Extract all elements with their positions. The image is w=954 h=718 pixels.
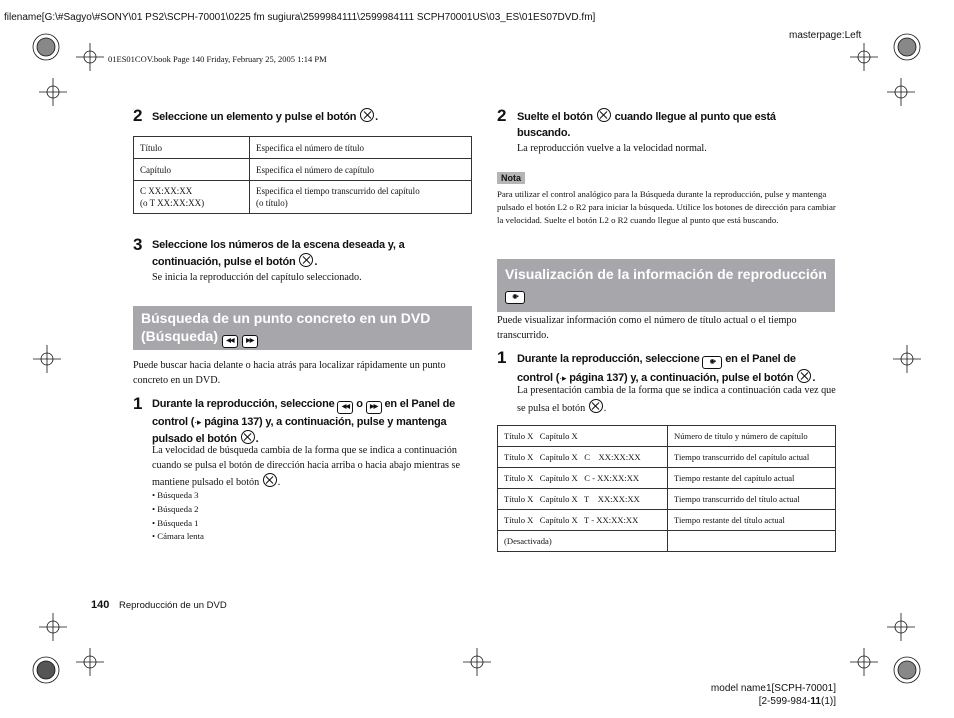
crosshair-icon <box>39 613 67 641</box>
page-reference-arrow-icon: ·▸ <box>194 417 202 427</box>
page-number: 140 <box>91 599 110 611</box>
rewind-icon: ◀◀ <box>337 401 353 414</box>
crosshair-icon <box>39 78 67 106</box>
filename-header: filename[G:\#Sagyo\#SONY\01 PS2\SCPH-70001\0225 fm sugiura\2599984111\2599984111 SCPH70001US\03_ES\01ES07DVD.fm] <box>4 12 596 23</box>
crosshair-icon <box>887 613 915 641</box>
model-name-line: model name1[SCPH-70001] <box>710 683 836 694</box>
table-cell: Número de título y número de capítulo <box>668 426 836 447</box>
crosshair-icon <box>76 43 104 71</box>
crosshair-icon <box>463 648 491 676</box>
section-intro: Puede visualizar información como el número de título actual o el tiempo transcurrido. <box>497 315 797 341</box>
cross-button-icon <box>263 473 277 487</box>
table-cell: Título X Capítulo X C - XX:XX:XX <box>498 468 668 489</box>
step-description: La presentación cambia de la forma que se indica a continuación cada vez que se pulsa el botón . <box>517 385 836 414</box>
display-modes-table <box>497 425 836 552</box>
table-row <box>498 447 836 468</box>
crosshair-icon <box>893 345 921 373</box>
cross-button-icon <box>241 430 255 444</box>
table-row <box>134 159 472 181</box>
crosshair-icon <box>887 78 915 106</box>
step-description: La reproducción vuelve a la velocidad normal. <box>517 143 707 154</box>
table-cell: Tiempo transcurrido del capítulo actual <box>668 447 836 468</box>
list-item: • Cámara lenta <box>152 530 204 544</box>
fast-forward-icon: ▶▶ <box>242 335 258 348</box>
table-cell: Título X Capítulo X C XX:XX:XX <box>498 447 668 468</box>
table-cell: (Desactivada) <box>498 531 668 552</box>
table-row <box>498 510 836 531</box>
table-cell: Título X Capítulo X <box>498 426 668 447</box>
step-instruction: Durante la reproducción, seleccione ◀◀ o ▶▶ en el Panel de control (·▸ página 137) y, a continuación, pulse y mantenga pulsado el botón . <box>152 398 456 445</box>
step-number: 2 <box>133 106 143 125</box>
crosshair-icon <box>850 43 878 71</box>
masterpage-label: masterpage:Left <box>789 30 862 41</box>
section-intro: Puede buscar hacia delante o hacia atrás para localizar rápidamente un punto concreto en un DVD. <box>133 360 446 386</box>
list-item: • Búsqueda 2 <box>152 503 204 517</box>
section-title: Visualización de la información de reproducción <box>505 266 827 282</box>
information-icon: ◉▪ <box>505 291 525 304</box>
table-cell <box>668 531 836 552</box>
table-row <box>498 531 836 552</box>
note-label: Nota <box>497 172 525 184</box>
cross-button-icon <box>589 399 603 413</box>
section-banner-info <box>497 259 835 312</box>
rewind-icon: ◀◀ <box>222 335 238 348</box>
step-number: 2 <box>497 106 507 125</box>
table-row <box>498 468 836 489</box>
step-description: La velocidad de búsqueda cambia de la forma que se indica a continuación cuando se pulsa el botón de dirección hacia arriba o hacia abajo mientras se mantiene pulsado el botón . <box>152 445 461 488</box>
step-instruction: Durante la reproducción, seleccione ◉▪ en el Panel de control (·▸ página 137) y, a continuación, pulse el botón . <box>517 353 816 384</box>
cross-button-icon <box>299 253 313 267</box>
cross-button-icon <box>597 108 611 122</box>
table-row <box>134 181 472 214</box>
table-row <box>498 489 836 510</box>
table-cell: Tiempo transcurrido del título actual <box>668 489 836 510</box>
footer-section-title: Reproducción de un DVD <box>119 600 227 611</box>
section-title: Búsqueda de un punto concreto en un DVD <box>141 310 431 326</box>
cross-button-icon <box>360 108 374 122</box>
options-table <box>133 136 472 214</box>
speed-list <box>152 489 204 544</box>
step-number: 1 <box>497 348 507 367</box>
step-instruction: Seleccione los números de la escena deseada y, a continuación, pulse el botón . <box>152 239 405 268</box>
crosshair-icon <box>850 648 878 676</box>
step-description: Se inicia la reproducción del capítulo seleccionado. <box>152 272 362 283</box>
table-cell: Capítulo <box>134 159 250 181</box>
table-cell: Especifica el número de capítulo <box>250 159 472 181</box>
table-cell: Título X Capítulo X T XX:XX:XX <box>498 489 668 510</box>
table-cell: Especifica el tiempo transcurrido del capítulo (o título) <box>250 181 472 214</box>
cross-button-icon <box>797 369 811 383</box>
list-item: • Búsqueda 1 <box>152 517 204 531</box>
table-row <box>134 137 472 159</box>
step-number: 3 <box>133 235 143 254</box>
table-cell: Tiempo restante del capítulo actual <box>668 468 836 489</box>
step-instruction: Seleccione un elemento y pulse el botón . <box>152 108 472 125</box>
fast-forward-icon: ▶▶ <box>366 401 382 414</box>
information-icon: ◉▪ <box>702 356 722 369</box>
list-item: • Búsqueda 3 <box>152 489 204 503</box>
table-cell: Especifica el número de título <box>250 137 472 159</box>
crosshair-icon <box>76 648 104 676</box>
table-cell: Título X Capítulo X T - XX:XX:XX <box>498 510 668 531</box>
note-text: Para utilizar el control analógico para la Búsqueda durante la reproducción, pulse y mantenga pulsado el botón L2 o R2 para iniciar la búsqueda. Utilice los botones de dirección para cambiar la velocidad. Suelte el botón L2 o R2 cuando llegue al punto que está buscando. <box>497 189 836 226</box>
step-instruction: Suelte el botón cuando llegue al punto que está buscando. <box>517 108 837 141</box>
page-reference-arrow-icon: ·▸ <box>559 373 567 383</box>
part-number-line: [2-599-984-11(1)] <box>758 696 836 707</box>
table-row <box>498 426 836 447</box>
step-number: 1 <box>133 394 143 413</box>
table-cell: Tiempo restante del título actual <box>668 510 836 531</box>
book-info-line: 01ES01COV.book Page 140 Friday, February 25, 2005 1:14 PM <box>108 54 327 64</box>
section-banner-search <box>133 306 472 350</box>
crosshair-icon <box>33 345 61 373</box>
table-cell: Título <box>134 137 250 159</box>
section-title-sub: (Búsqueda) <box>141 328 218 344</box>
table-cell: C XX:XX:XX (o T XX:XX:XX) <box>134 181 250 214</box>
